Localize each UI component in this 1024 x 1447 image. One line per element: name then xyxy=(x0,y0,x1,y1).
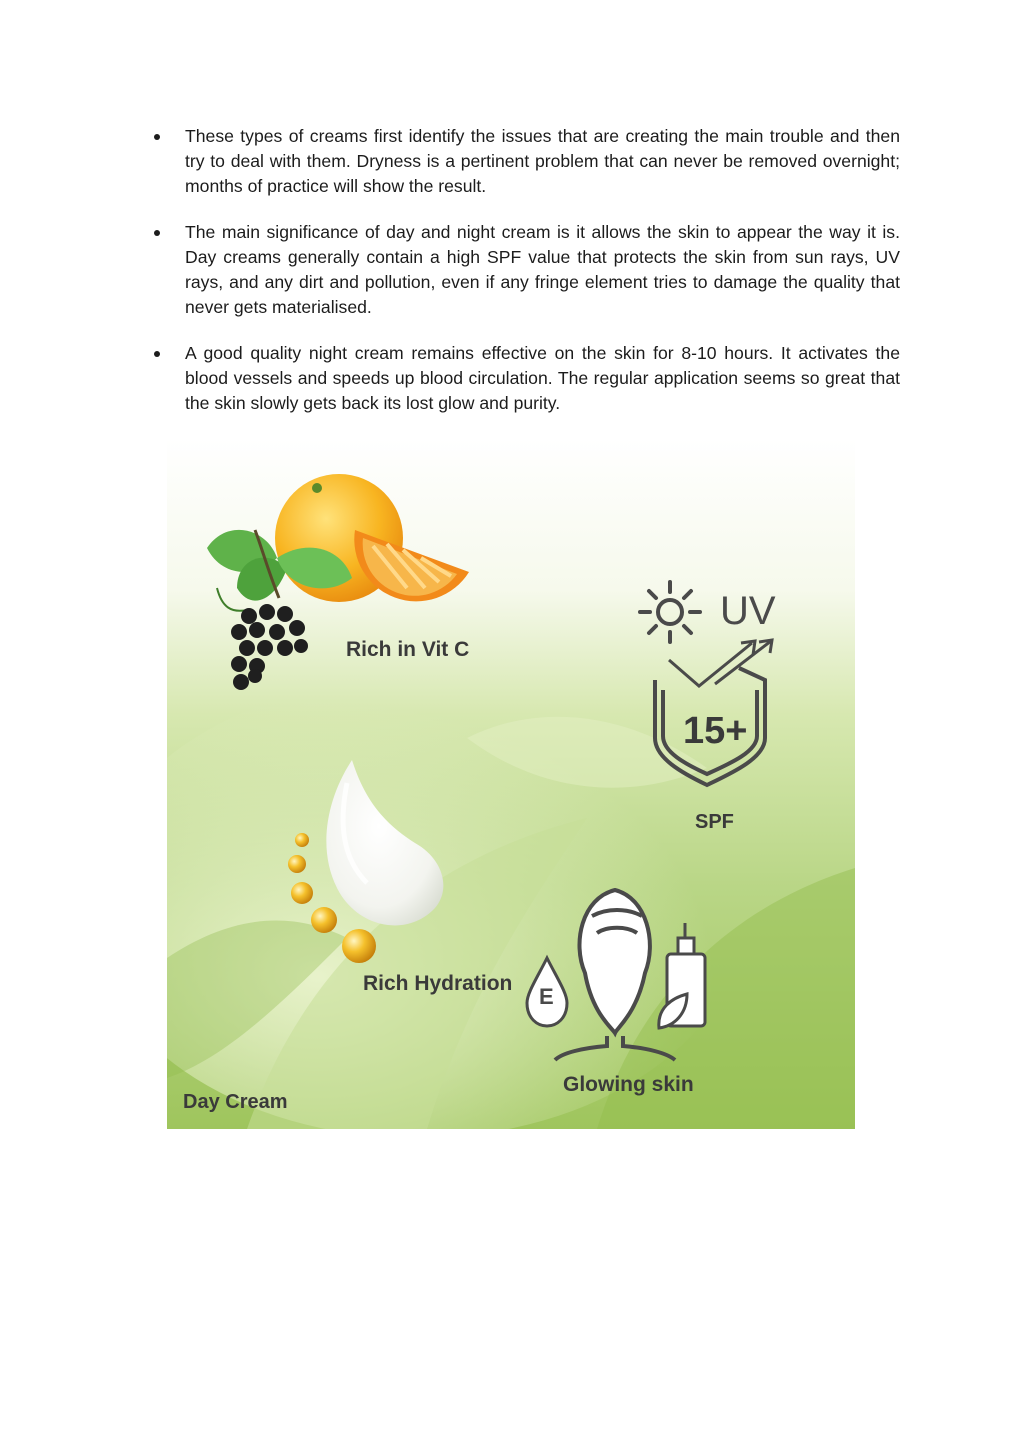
bullet-item xyxy=(148,124,900,199)
uv-label: UV xyxy=(720,589,776,633)
bullet-dot xyxy=(154,134,160,140)
bullet-text: The main significance of day and night cream is it allows the skin to appear the way it is. Day creams generally contain a high SPF value that protects the skin from sun rays, UV rays, and any dirt and pollution, even if any fringe element tries to damage the quality that never gets materialised. xyxy=(185,222,900,317)
vitamin-e-letter: E xyxy=(539,984,554,1009)
bullet-text: These types of creams first identify the issues that are creating the main trouble and then try to deal with them. Dryness is a pertinent problem that can never be removed overnight; months of practice will show the result. xyxy=(185,126,900,196)
bullet-dot xyxy=(154,230,160,236)
bullet-item xyxy=(148,220,900,320)
day-cream-infographic xyxy=(167,438,855,1129)
bullet-dot xyxy=(154,351,160,357)
spf-value: 15+ xyxy=(683,710,748,752)
product-label: Day Cream xyxy=(183,1091,288,1113)
bullet-item xyxy=(148,341,900,416)
hydration-label: Rich Hydration xyxy=(363,972,513,995)
spf-label: SPF xyxy=(695,811,734,833)
glow-label: Glowing skin xyxy=(563,1073,694,1096)
bullet-text: A good quality night cream remains effective on the skin for 8-10 hours. It activates the blood vessels and speeds up blood circulation. The regular application seems so great that the skin slowly gets back its lost glow and purity. xyxy=(185,343,900,413)
bullet-list xyxy=(148,124,900,437)
vitc-label: Rich in Vit C xyxy=(346,638,470,661)
